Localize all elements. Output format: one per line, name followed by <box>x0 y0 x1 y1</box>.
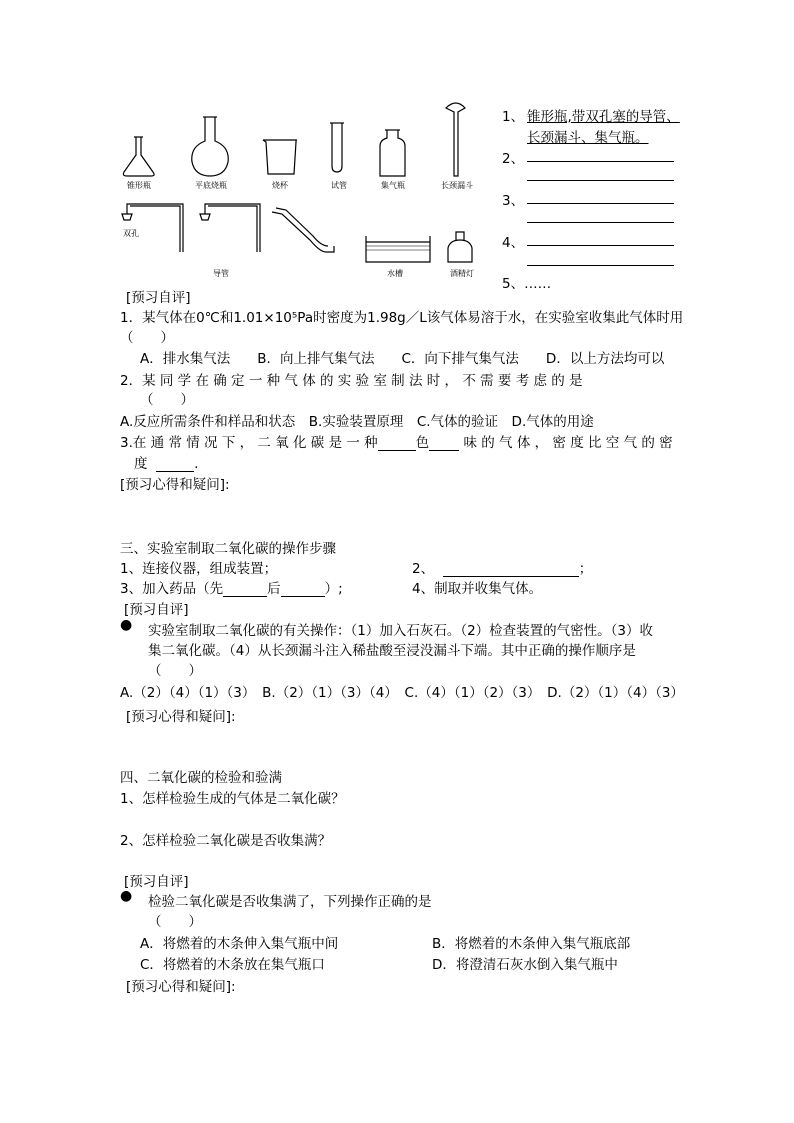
self-eval-label-3: [预习自评] <box>124 602 189 618</box>
self-eval-label-4: [预习自评] <box>124 874 189 890</box>
answer-4-blank-1[interactable] <box>527 245 674 246</box>
answer-2-blank-2[interactable] <box>527 180 674 181</box>
step-2 <box>412 557 592 577</box>
long-neck-funnel-icon <box>446 103 465 176</box>
answer-2-number: 2、 <box>502 151 525 167</box>
question-1-options: A．排水集气法 B．向上排气集气法 C．向下排气集气法 D．以上方法均可以 <box>140 351 665 367</box>
label-conical-flask: 锥形瓶 <box>127 181 151 190</box>
answer-4-blank-2[interactable] <box>527 265 674 266</box>
step-3 <box>120 577 343 597</box>
question-2-text: 2．某 同 学 在 确 定 一 种 气 体 的 实 验 室 制 法 时 ， 不 需 要 考 虑 的 是 <box>120 373 583 389</box>
step-3-blank-then[interactable] <box>281 580 325 597</box>
step-4: 4、制取并收集气体。 <box>412 581 543 597</box>
step-3-part-b: 后 <box>267 581 281 597</box>
bent-tube-icon <box>272 208 334 252</box>
step-3-part-a: 3、加入药品（先 <box>120 581 224 597</box>
notes-label-4: [预习心得和疑问]: <box>126 979 236 995</box>
tube-icon <box>205 204 260 252</box>
question-3-blank-color[interactable] <box>378 434 416 451</box>
label-flat-flask: 平底烧瓶 <box>195 181 227 190</box>
bullet-icon: ● <box>120 617 133 633</box>
stopper-icon <box>122 214 132 220</box>
label-alcohol-lamp: 酒精灯 <box>450 269 474 278</box>
section-4-question-2: 2、怎样检验二氧化碳是否收集满？ <box>120 833 332 849</box>
answer-3-number: 3、 <box>502 193 525 209</box>
section-4-answer-paren[interactable]: （ ） <box>148 914 202 930</box>
question-3-line-2 <box>134 452 198 472</box>
notes-label: [预习心得和疑问]: <box>120 477 230 493</box>
label-gas-jar: 集气瓶 <box>381 181 405 190</box>
section-4-question-1: 1、怎样检验生成的气体是二氧化碳？ <box>120 791 345 807</box>
step-2-number: 2、 <box>412 561 435 577</box>
step-2-blank[interactable] <box>443 560 579 577</box>
question-1-answer-paren[interactable]: （ ） <box>120 330 174 346</box>
answer-2-blank-1[interactable] <box>527 161 674 162</box>
bullet-icon-2: ● <box>120 888 133 904</box>
label-funnel: 长颈漏斗 <box>441 181 473 190</box>
answer-4-number: 4、 <box>502 235 525 251</box>
question-3-part-b: 色 <box>415 435 430 451</box>
option-b: B．将燃着的木条伸入集气瓶底部 <box>432 936 631 952</box>
question-3-blank-smell[interactable] <box>429 434 459 451</box>
section-4-mcq-text: 检验二氧化碳是否收集满了，下列操作正确的是 <box>148 894 432 910</box>
answer-1-line-2: 长颈漏斗、集气瓶。 <box>527 130 649 146</box>
answer-1-number: 1、 <box>502 109 525 125</box>
water-trough-icon <box>366 236 430 262</box>
question-3-part-a: 3.在 通 常 情 况 下 ， 二 氧 化 碳 是 一 种 <box>120 435 378 451</box>
section-3-options: A.（2）（4）（1）（3） B.（2）（1）（3）（4） C.（4）（1）（2）（3） D.（2）（1）（4）（3） <box>120 685 684 701</box>
step-2-end: ； <box>578 561 593 577</box>
section-3-question-line-1: 实验室制取二氧化碳的有关操作：（1）加入石灰石。（2）检查装置的气密性。（3）收 <box>148 623 654 639</box>
answer-3-blank-2[interactable] <box>527 222 674 223</box>
apparatus-drawings <box>0 0 794 300</box>
answer-3-blank-1[interactable] <box>527 203 674 204</box>
option-a: A．将燃着的木条伸入集气瓶中间 <box>140 936 339 952</box>
alcohol-lamp-icon <box>448 240 472 262</box>
self-eval-label: [预习自评] <box>126 290 191 306</box>
step-3-part-c: ）; <box>324 581 343 597</box>
option-c: C．将燃着的木条放在集气瓶口 <box>140 957 325 973</box>
conical-flask-icon <box>123 137 154 176</box>
section-3-answer-paren[interactable]: （ ） <box>148 663 202 679</box>
section-3-question-line-2: 集二氧化碳。（4）从长颈漏斗注入稀盐酸至浸没漏斗下端。其中正确的操作顺序是 <box>148 643 636 659</box>
test-tube-icon <box>332 123 342 172</box>
gas-jar-icon <box>380 130 405 176</box>
question-2-answer-paren[interactable]: （ ） <box>140 392 194 408</box>
label-water-trough: 水槽 <box>387 269 403 278</box>
beaker-icon <box>263 140 296 174</box>
label-test-tube: 试管 <box>331 181 347 190</box>
section-3-heading: 三、实验室制取二氧化碳的操作步骤 <box>120 541 336 557</box>
label-stopper: 双孔 <box>123 229 139 238</box>
section-4-heading: 四、二氧化碳的检验和验满 <box>120 770 282 786</box>
label-beaker: 烧杯 <box>272 181 288 190</box>
question-3-part-d: 度 <box>134 456 148 472</box>
step-1: 1、连接仪器，组成装置； <box>120 561 278 577</box>
notes-label-3: [预习心得和疑问]: <box>126 709 236 725</box>
question-3-line-1 <box>120 431 673 451</box>
question-2-options: A.反应所需条件和样品和状态 B.实验装置原理 C.气体的验证 D.气体的用途 <box>120 414 594 430</box>
step-3-blank-first[interactable] <box>223 580 267 597</box>
question-1-text: 1．某气体在0℃和1.01×10⁵Pa时密度为1.98g／L该气体易溶于水，在实验室收集此气体时用 <box>120 310 684 326</box>
answer-1-line-1: 锥形瓶,带双孔塞的导管、 <box>527 109 680 125</box>
question-3-blank-density[interactable] <box>156 455 194 472</box>
answer-5: 5、…… <box>502 276 552 292</box>
question-3-part-c: 味 的 气 体 ， 密 度 比 空 气 的 密 <box>463 435 673 451</box>
question-3-part-e: . <box>194 456 199 472</box>
flat-flask-icon <box>192 117 228 176</box>
option-d: D．将澄清石灰水倒入集气瓶中 <box>432 957 618 973</box>
label-tubes: 导管 <box>213 269 229 278</box>
